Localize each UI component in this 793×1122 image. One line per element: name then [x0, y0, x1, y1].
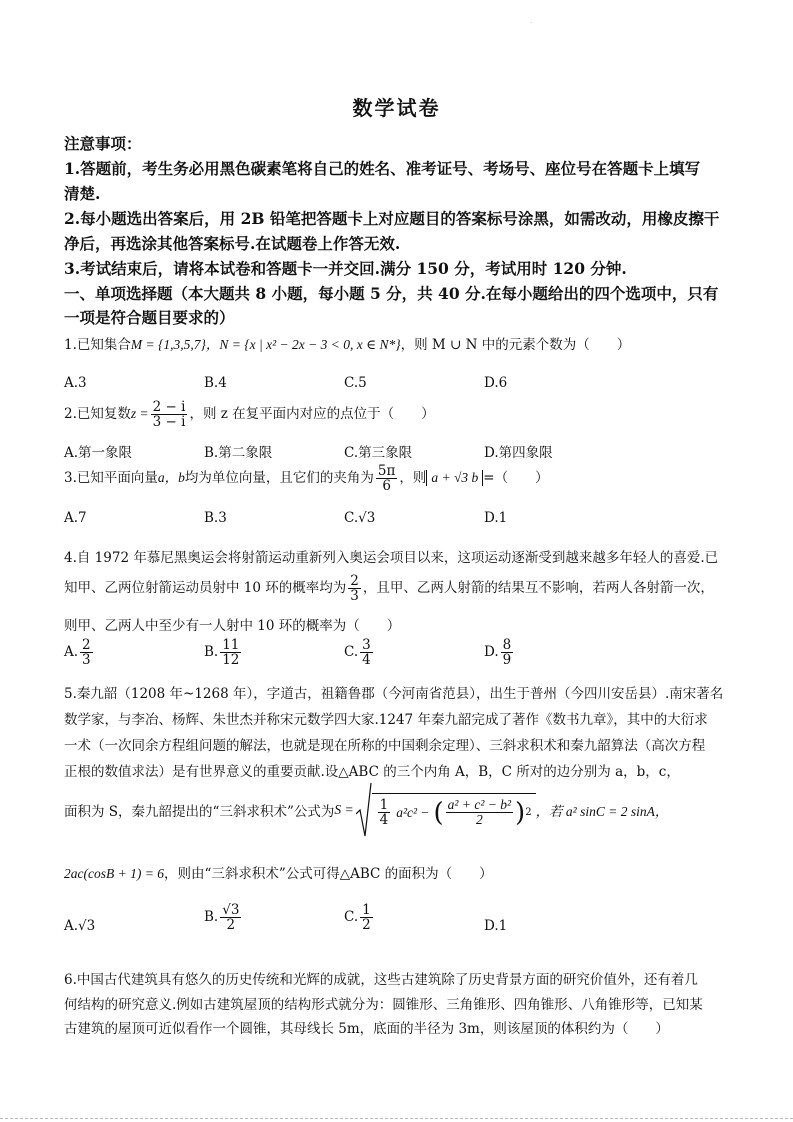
question-3-stem: [64, 464, 549, 493]
q5-line4: 正根的数值求法）是有世界意义的重要贡献.设△ABC 的三个内角 A，B，C 所对的边分别为 a，b，c，: [64, 764, 680, 780]
q5-option-a: [64, 918, 95, 934]
q5-square: 2: [525, 807, 532, 818]
q5-option-c-label: C.: [344, 909, 359, 926]
q4-option-c-label: C.: [344, 644, 359, 661]
q6-line3: 古建筑的屋顶可近似看作一个圆锥，其母线长 5m，底面的半径为 3m，则该屋顶的体积约为（ ）: [64, 1021, 669, 1037]
notice-item3: 3.考试结束后，请将本试卷和答题卡一并交回.满分 150 分，考试用时 120 分钟.: [64, 259, 627, 278]
q1-set-m: M = {1,3,5,7}: [130, 337, 206, 352]
q5-formula-b: a²c² −: [396, 804, 430, 820]
q3-option-a: A.7: [64, 510, 87, 526]
q3-option-c: C.√3: [344, 510, 376, 526]
q3-vectors: a，b: [157, 470, 185, 486]
q2-numerator: 2 − i: [152, 399, 186, 415]
q2-fraction: [151, 400, 188, 429]
q1-option-c: C.5: [344, 375, 367, 391]
q6-line1: 6.中国古代建筑具有悠久的历史传统和光辉的成就，这些古建筑除了历史背景方面的研究价值外，还有着几: [64, 972, 698, 988]
q4-option-d: [484, 638, 515, 667]
q5-line5-a: 面积为 S，秦九韶提出的“三斜求积术”公式为: [64, 804, 335, 820]
q4-option-c-num: 3: [362, 637, 371, 653]
q4-option-a-den: 3: [82, 652, 91, 669]
q2-z: z =: [130, 406, 149, 422]
q4-option-d-den: 9: [502, 652, 512, 669]
q1-option-b: B.4: [204, 375, 227, 391]
q4-option-b-label: B.: [204, 644, 219, 661]
q5-option-d: [484, 918, 507, 934]
q4-option-a-num: 2: [82, 637, 91, 653]
q5-inner-num: a² + c² − b²: [447, 796, 512, 812]
notice-item1-line1: 1.答题前，考生务必用黑色碳素笔将自己的姓名、准考证号、考场号、座位号在答题卡上填写: [64, 159, 701, 178]
q5-option-c: [344, 903, 375, 932]
q4-line2-b: ，且甲、乙两人射箭的结果互不影响，若两人各射箭一次，: [362, 580, 714, 597]
q4-option-c: [344, 638, 375, 667]
q3-suffix: =（ ）: [483, 470, 549, 487]
q4-prob-num: 2: [350, 573, 359, 589]
q5-line5: [64, 780, 668, 840]
q5-option-c-num: 1: [362, 902, 371, 918]
q4-option-d-num: 8: [502, 637, 512, 653]
q4-option-c-den: 4: [362, 652, 371, 669]
section1-line1: 一、单项选择题（本大题共 8 小题，每小题 5 分，共 40 分.在每小题给出的四个选项中，只有: [64, 284, 719, 303]
q4-option-b-num: 11: [222, 637, 240, 653]
q5-inner-fraction: [446, 798, 513, 827]
q4-line2: [64, 574, 714, 603]
question-1-stem: [64, 333, 630, 353]
q4-option-b-den: 12: [222, 652, 240, 669]
q5-option-d-value: 1: [498, 918, 508, 934]
notice-item2-line2: 净后，再选涂其他答案标号.在试题卷上作答无效.: [64, 234, 401, 253]
q5-option-a-label: A.: [64, 918, 79, 934]
q3-mid: 均为单位向量，且它们的夹角为: [184, 470, 374, 487]
q1-set-n: ，N = {x | x² − 2x − 3 < 0, x ∈ N*}: [205, 337, 401, 352]
q3-norm-expr: a + √3 b: [426, 470, 483, 486]
q5-line6: [64, 862, 493, 882]
q3-option-d: D.1: [484, 510, 508, 526]
notice-item1-line2: 清楚.: [64, 184, 101, 203]
q4-option-d-label: D.: [484, 644, 499, 661]
q2-denominator: 3 − i: [152, 414, 186, 431]
q2-option-a: A.第一象限: [64, 445, 133, 461]
q4-line2-a: 知甲、乙两位射箭运动员射中 10 环的概率均为: [64, 580, 347, 597]
q5-option-b-label: B.: [204, 909, 219, 926]
q3-angle-fraction: [376, 464, 397, 493]
q5-formula-s: S =: [334, 802, 354, 817]
q5-line5-b: ，若 a² sinC = 2 sinA，: [535, 804, 669, 819]
q4-option-a-label: A.: [64, 644, 79, 661]
q2-option-c: C.第三象限: [344, 445, 413, 461]
notice-item2-line1: 2.每小题选出答案后，用 2B 铅笔把答题卡上对应题目的答案标号涂黑，如需改动，用橡皮擦干: [64, 209, 720, 228]
q5-line3: 一术（一次同余方程组问题的解法，也就是现在所称的中国剩余定理）、三斜求积术和秦九韶算法（高次方程: [64, 738, 706, 754]
q2-prefix: 2.已知复数: [64, 406, 131, 423]
q3-angle-num: 5π: [377, 463, 396, 479]
q5-formula-root: [356, 782, 536, 838]
q2-option-d: D.第四象限: [484, 445, 553, 461]
q5-line2: 数学家，与李冶、杨辉、朱世杰并称宋元数学四大家.1247 年秦九韶完成了著作《数书九章》，其中的大衍求: [64, 712, 708, 728]
q4-prob-den: 3: [350, 588, 359, 605]
page-bottom-divider: [0, 1118, 793, 1119]
q5-option-b-den: 2: [226, 917, 236, 934]
q5-option-b-num: √3: [222, 902, 240, 918]
q4-prob-fraction: [348, 574, 361, 603]
q1-prefix: 1.已知集合: [64, 337, 131, 353]
q5-radicand: $\frac{1}{4}$ a²c² − ( $\frac{\text{a² + c² − b²}}{2}$ ) 2: [372, 793, 536, 828]
q6-line2: 何结构的研究意义.例如古建筑屋顶的结构形式就分为：圆锥形、三角锥形、四角锥形、八角锥形等，已知某: [64, 997, 703, 1013]
q2-suffix: ，则 z 在复平面内对应的点位于（ ）: [189, 406, 435, 423]
q1-option-d: D.6: [484, 375, 508, 391]
q3-prefix: 3.已知平面向量: [64, 470, 158, 487]
page-dot: ·: [530, 20, 532, 27]
q5-inner-den: 2: [475, 812, 483, 827]
q1-option-a: A.3: [64, 375, 87, 391]
question-2-stem: [64, 400, 435, 429]
q5-line6-b: ，则由“三斜求积术”公式可得△ABC 的面积为（ ）: [163, 866, 493, 882]
q4-option-a: [64, 638, 95, 667]
q4-option-b: [204, 638, 243, 667]
q2-option-b: B.第二象限: [204, 445, 273, 461]
section1-line2: 一项是符合题目要求的）: [64, 308, 235, 327]
q5-line6-expr: 2ac(cosB + 1) = 6: [64, 866, 164, 881]
q5-option-a-value: √3: [78, 918, 96, 934]
q3-option-b: B.3: [204, 510, 227, 526]
q4-line3: 则甲、乙两人中至少有一人射中 10 环的概率为（ ）: [64, 618, 401, 634]
q4-line1: 4.自 1972 年慕尼黑奥运会将射箭运动重新列入奥运会项目以来，这项运动逐渐受到越来越多年轻人的喜爱.已: [64, 550, 719, 566]
page-title: 数学试卷: [352, 96, 441, 120]
q5-option-b: [204, 903, 243, 932]
q5-line1: 5.秦九韶（1208 年~1268 年），字道古，祖籍鲁郡（今河南省范县），出生于普州（今四川安岳县）.南宋著名: [64, 686, 724, 702]
q5-option-d-label: D.: [484, 918, 499, 934]
radical-sign-icon: [356, 782, 372, 838]
q5-quarter: $\frac{1}{4}$: [379, 796, 389, 828]
q3-angle-den: 6: [382, 478, 391, 495]
q5-option-c-den: 2: [362, 917, 371, 934]
q3-then: ，则: [399, 470, 427, 487]
notice-heading: 注意事项：: [64, 134, 142, 153]
q1-suffix: ，则 M ∪ N 中的元素个数为（ ）: [400, 337, 631, 353]
